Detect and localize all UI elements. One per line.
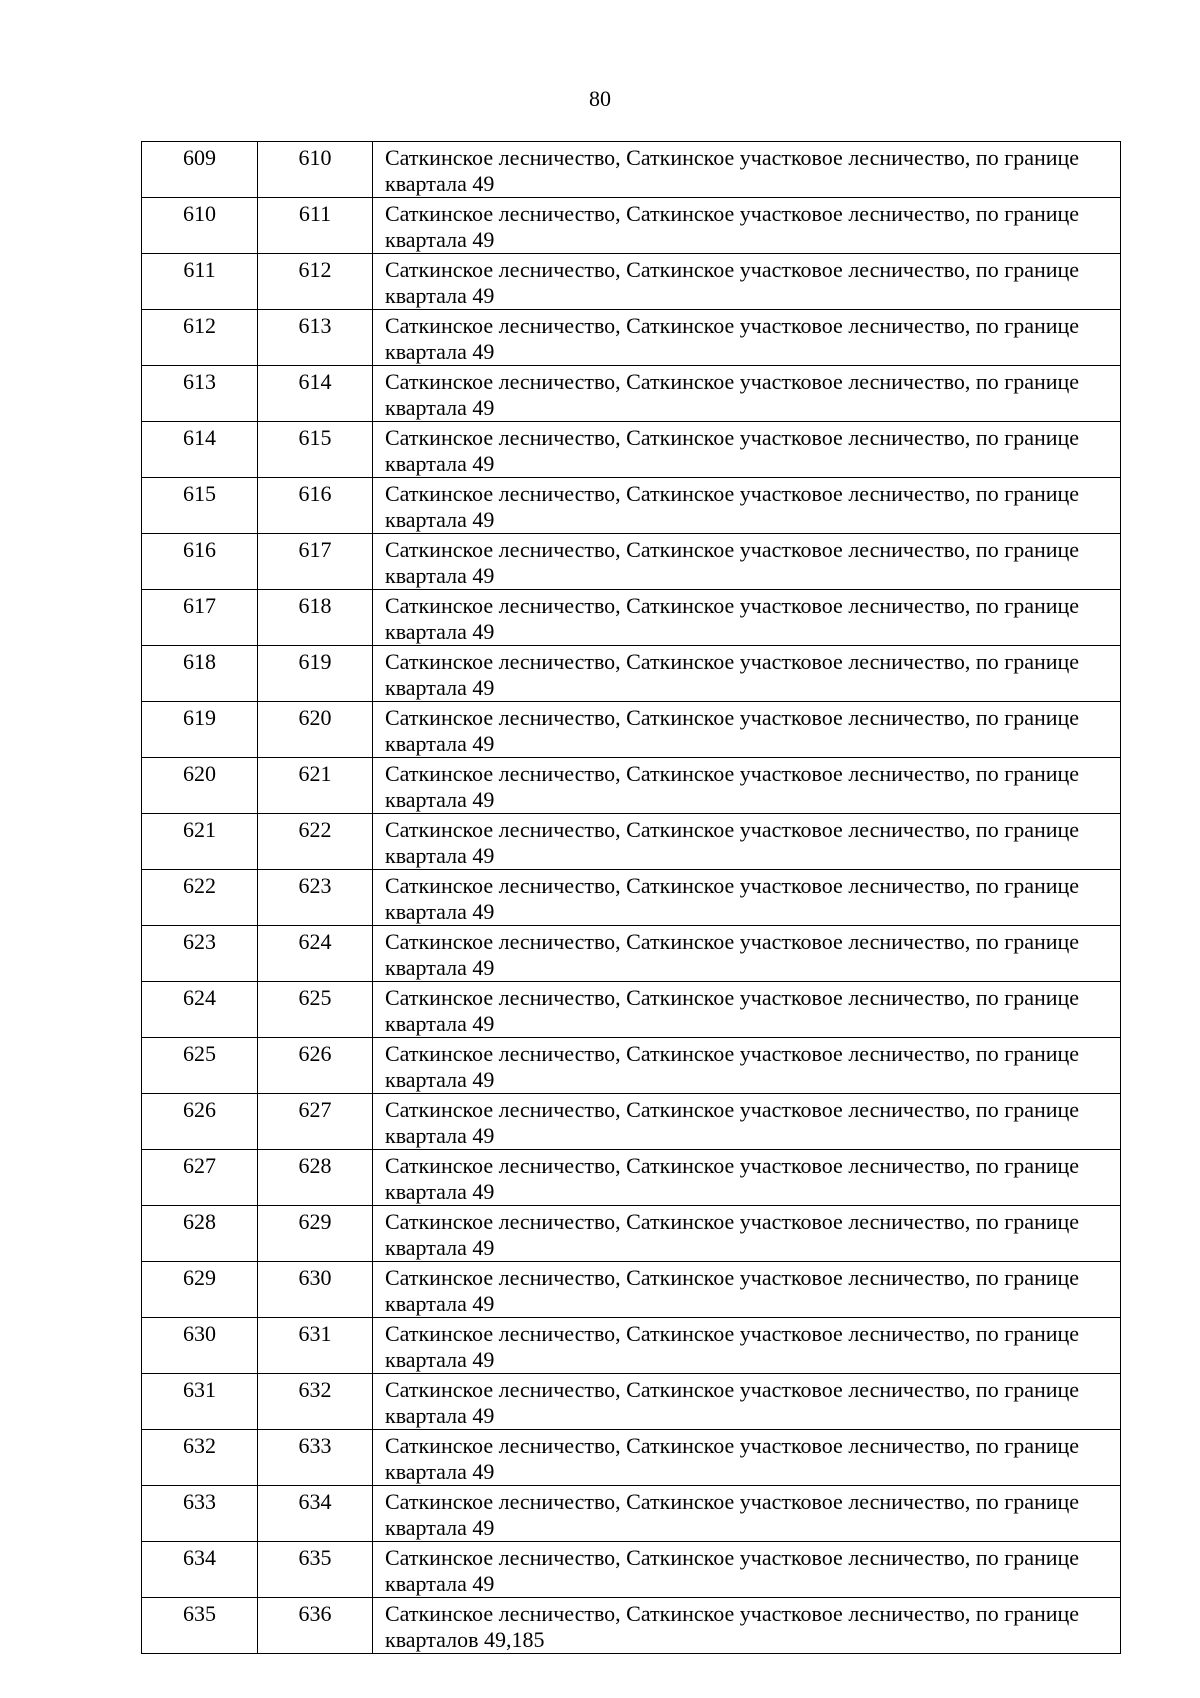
- point-to-cell: 631: [258, 1318, 373, 1374]
- point-to-cell: 616: [258, 478, 373, 534]
- table-row: [142, 926, 1121, 982]
- point-from-cell: 609: [142, 142, 258, 198]
- table-row: [142, 478, 1121, 534]
- boundary-description-cell: Саткинское лесничество, Саткинское участковое лесничество, по границе квартала 49: [373, 926, 1121, 982]
- point-from-cell: 617: [142, 590, 258, 646]
- point-from-cell: 612: [142, 310, 258, 366]
- boundary-description-cell: Саткинское лесничество, Саткинское участковое лесничество, по границе квартала 49: [373, 982, 1121, 1038]
- point-to-cell: 621: [258, 758, 373, 814]
- boundary-description-cell: Саткинское лесничество, Саткинское участковое лесничество, по границе квартала 49: [373, 142, 1121, 198]
- point-from-cell: 619: [142, 702, 258, 758]
- table-row: [142, 1094, 1121, 1150]
- table-row: [142, 870, 1121, 926]
- point-from-cell: 626: [142, 1094, 258, 1150]
- table-row: [142, 534, 1121, 590]
- boundary-description-cell: Саткинское лесничество, Саткинское участковое лесничество, по границе квартала 49: [373, 1038, 1121, 1094]
- boundary-table: [141, 141, 1121, 1654]
- boundary-description-cell: Саткинское лесничество, Саткинское участковое лесничество, по границе квартала 49: [373, 198, 1121, 254]
- point-from-cell: 620: [142, 758, 258, 814]
- boundary-description-cell: Саткинское лесничество, Саткинское участковое лесничество, по границе квартала 49: [373, 1094, 1121, 1150]
- point-from-cell: 630: [142, 1318, 258, 1374]
- boundary-description-cell: Саткинское лесничество, Саткинское участковое лесничество, по границе квартала 49: [373, 1430, 1121, 1486]
- point-from-cell: 631: [142, 1374, 258, 1430]
- boundary-description-cell: Саткинское лесничество, Саткинское участковое лесничество, по границе квартала 49: [373, 702, 1121, 758]
- boundary-description-cell: Саткинское лесничество, Саткинское участковое лесничество, по границе квартала 49: [373, 254, 1121, 310]
- point-from-cell: 613: [142, 366, 258, 422]
- boundary-description-cell: Саткинское лесничество, Саткинское участковое лесничество, по границе квартала 49: [373, 1486, 1121, 1542]
- point-to-cell: 628: [258, 1150, 373, 1206]
- table-row: [142, 1542, 1121, 1598]
- point-from-cell: 611: [142, 254, 258, 310]
- point-to-cell: 613: [258, 310, 373, 366]
- boundary-description-cell: Саткинское лесничество, Саткинское участковое лесничество, по границе квартала 49: [373, 758, 1121, 814]
- table-row: [142, 1598, 1121, 1654]
- point-to-cell: 630: [258, 1262, 373, 1318]
- table-row: [142, 254, 1121, 310]
- point-to-cell: 636: [258, 1598, 373, 1654]
- point-from-cell: 635: [142, 1598, 258, 1654]
- table-row: [142, 1318, 1121, 1374]
- point-to-cell: 632: [258, 1374, 373, 1430]
- table-row: [142, 814, 1121, 870]
- boundary-description-cell: Саткинское лесничество, Саткинское участковое лесничество, по границе квартала 49: [373, 590, 1121, 646]
- table-row: [142, 366, 1121, 422]
- point-to-cell: 612: [258, 254, 373, 310]
- point-from-cell: 632: [142, 1430, 258, 1486]
- boundary-description-cell: Саткинское лесничество, Саткинское участковое лесничество, по границе квартала 49: [373, 310, 1121, 366]
- boundary-description-cell: Саткинское лесничество, Саткинское участковое лесничество, по границе квартала 49: [373, 1206, 1121, 1262]
- table-body: [142, 142, 1121, 1654]
- boundary-description-cell: Саткинское лесничество, Саткинское участковое лесничество, по границе кварталов 49,185: [373, 1598, 1121, 1654]
- point-to-cell: 610: [258, 142, 373, 198]
- point-from-cell: 615: [142, 478, 258, 534]
- point-from-cell: 627: [142, 1150, 258, 1206]
- point-from-cell: 633: [142, 1486, 258, 1542]
- boundary-description-cell: Саткинское лесничество, Саткинское участковое лесничество, по границе квартала 49: [373, 646, 1121, 702]
- point-to-cell: 622: [258, 814, 373, 870]
- point-to-cell: 634: [258, 1486, 373, 1542]
- table-row: [142, 1262, 1121, 1318]
- table-row: [142, 1038, 1121, 1094]
- point-from-cell: 610: [142, 198, 258, 254]
- table-row: [142, 198, 1121, 254]
- table-row: [142, 422, 1121, 478]
- boundary-description-cell: Саткинское лесничество, Саткинское участковое лесничество, по границе квартала 49: [373, 478, 1121, 534]
- point-to-cell: 629: [258, 1206, 373, 1262]
- table-row: [142, 1150, 1121, 1206]
- point-from-cell: 625: [142, 1038, 258, 1094]
- point-to-cell: 624: [258, 926, 373, 982]
- point-to-cell: 615: [258, 422, 373, 478]
- table-row: [142, 702, 1121, 758]
- point-to-cell: 627: [258, 1094, 373, 1150]
- point-from-cell: 628: [142, 1206, 258, 1262]
- boundary-description-cell: Саткинское лесничество, Саткинское участковое лесничество, по границе квартала 49: [373, 1542, 1121, 1598]
- table-row: [142, 982, 1121, 1038]
- point-to-cell: 625: [258, 982, 373, 1038]
- table-row: [142, 1430, 1121, 1486]
- table-row: [142, 1374, 1121, 1430]
- point-to-cell: 617: [258, 534, 373, 590]
- boundary-description-cell: Саткинское лесничество, Саткинское участковое лесничество, по границе квартала 49: [373, 1262, 1121, 1318]
- point-from-cell: 623: [142, 926, 258, 982]
- point-to-cell: 623: [258, 870, 373, 926]
- point-from-cell: 622: [142, 870, 258, 926]
- point-from-cell: 621: [142, 814, 258, 870]
- point-from-cell: 618: [142, 646, 258, 702]
- boundary-description-cell: Саткинское лесничество, Саткинское участковое лесничество, по границе квартала 49: [373, 1374, 1121, 1430]
- boundary-description-cell: Саткинское лесничество, Саткинское участковое лесничество, по границе квартала 49: [373, 814, 1121, 870]
- point-from-cell: 624: [142, 982, 258, 1038]
- page-number: 80: [589, 86, 611, 111]
- table-row: [142, 142, 1121, 198]
- point-from-cell: 614: [142, 422, 258, 478]
- table-row: [142, 1206, 1121, 1262]
- point-to-cell: 620: [258, 702, 373, 758]
- table-row: [142, 310, 1121, 366]
- table-row: [142, 590, 1121, 646]
- point-to-cell: 614: [258, 366, 373, 422]
- boundary-description-cell: Саткинское лесничество, Саткинское участковое лесничество, по границе квартала 49: [373, 534, 1121, 590]
- boundary-description-cell: Саткинское лесничество, Саткинское участковое лесничество, по границе квартала 49: [373, 1318, 1121, 1374]
- point-from-cell: 629: [142, 1262, 258, 1318]
- table-row: [142, 758, 1121, 814]
- point-to-cell: 635: [258, 1542, 373, 1598]
- boundary-description-cell: Саткинское лесничество, Саткинское участковое лесничество, по границе квартала 49: [373, 366, 1121, 422]
- boundary-description-cell: Саткинское лесничество, Саткинское участковое лесничество, по границе квартала 49: [373, 422, 1121, 478]
- point-to-cell: 619: [258, 646, 373, 702]
- point-from-cell: 616: [142, 534, 258, 590]
- boundary-description-cell: Саткинское лесничество, Саткинское участковое лесничество, по границе квартала 49: [373, 870, 1121, 926]
- boundary-description-cell: Саткинское лесничество, Саткинское участковое лесничество, по границе квартала 49: [373, 1150, 1121, 1206]
- point-to-cell: 618: [258, 590, 373, 646]
- point-from-cell: 634: [142, 1542, 258, 1598]
- table-row: [142, 1486, 1121, 1542]
- point-to-cell: 633: [258, 1430, 373, 1486]
- table-row: [142, 646, 1121, 702]
- point-to-cell: 611: [258, 198, 373, 254]
- point-to-cell: 626: [258, 1038, 373, 1094]
